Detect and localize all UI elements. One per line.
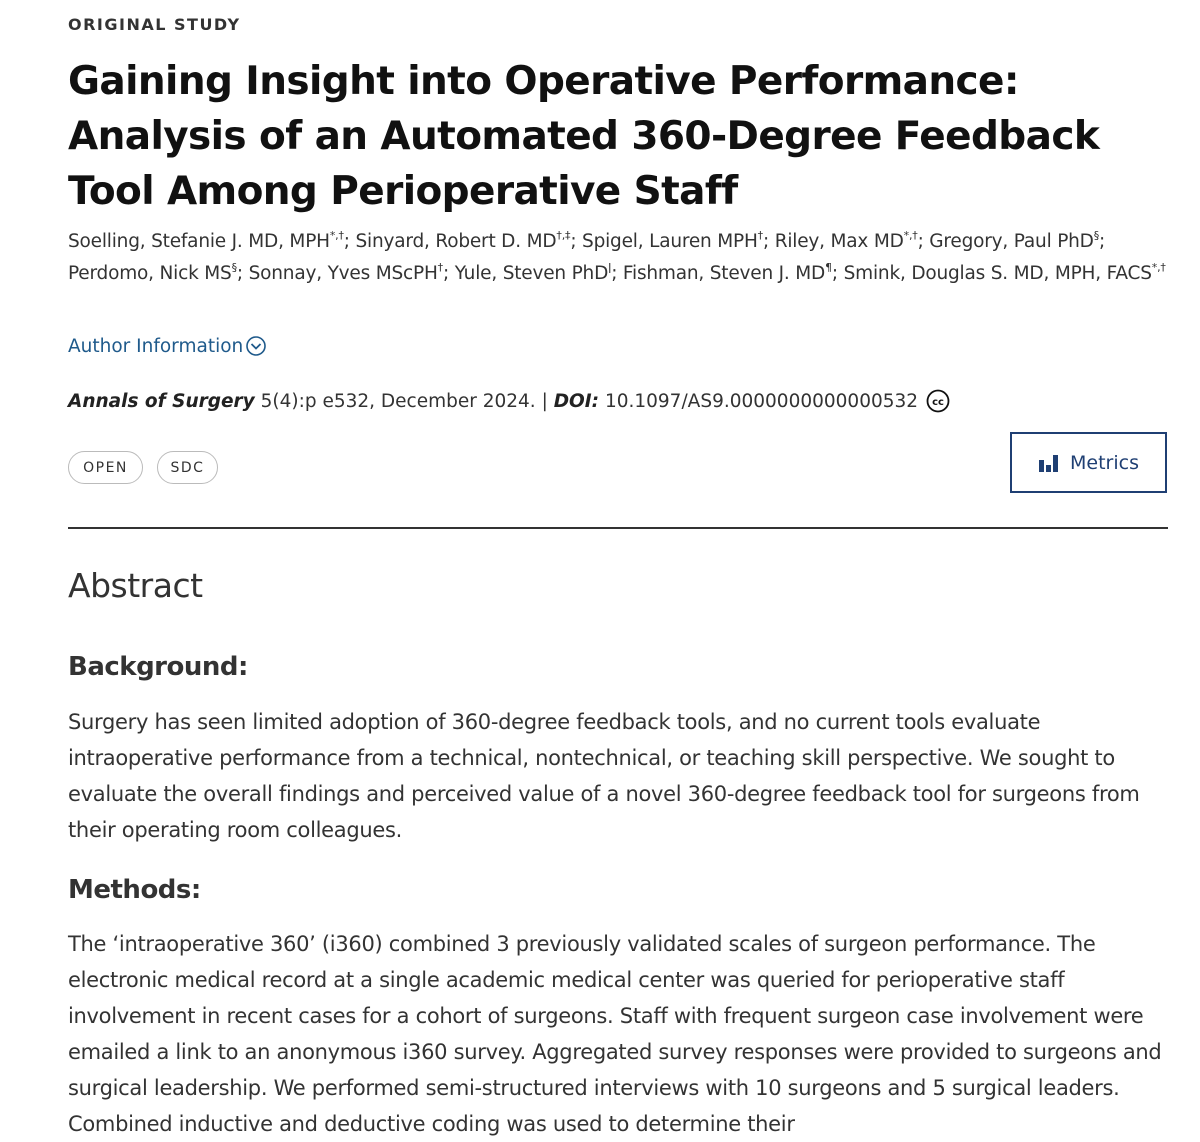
metrics-label: Metrics [1070,451,1139,474]
author-name[interactable]: Riley, Max MD [774,231,904,252]
affiliation-marker[interactable]: § [231,261,237,274]
author-name[interactable]: Soelling, Stefanie J. MD, MPH [68,231,330,252]
author-separator: ; [917,231,930,252]
author-separator: ; [831,263,844,284]
author-separator: ; [570,231,583,252]
author-separator: ; [1099,231,1106,252]
bar-chart-icon [1038,453,1060,473]
author-name[interactable]: Spigel, Lauren MPH [582,231,758,252]
metrics-button[interactable] [1010,432,1167,493]
author-separator: ; [762,231,775,252]
citation-line [68,389,950,413]
section-divider [68,527,1168,529]
author-name[interactable]: Smink, Douglas S. MD, MPH, FACS [843,263,1152,284]
affiliation-marker[interactable]: *,† [903,229,918,242]
article-type-label: ORIGINAL STUDY [68,15,241,34]
affiliation-marker[interactable]: ¶ [825,261,832,274]
affiliation-marker[interactable]: *,† [329,229,344,242]
background-text: Surgery has seen limited adoption of 360-degree feedback tools, and no current tools evaluate intraoperative performance from a technical, nontechnical, or teaching skill perspective. We sought to evaluate the overall findings and perceived value of a novel 360-degree feedback tool for surgeons from their operating room colleagues. [68,710,1140,842]
affiliation-marker[interactable]: § [1093,229,1100,242]
background-heading: Background: [68,652,248,682]
author-name[interactable]: Gregory, Paul PhD [929,231,1094,252]
affiliation-marker[interactable]: † [757,229,763,242]
author-separator: ; [343,231,356,252]
author-name[interactable]: Sinyard, Robert D. MD [355,231,557,252]
affiliation-marker[interactable]: † [437,261,443,274]
sdc-badge: SDC [157,451,218,484]
citation-details: 5(4):p e532, December 2024. [254,390,536,412]
doi-label: DOI: [553,390,600,412]
creative-commons-icon [926,389,950,413]
svg-text:cc: cc [932,397,944,408]
article-title: Gaining Insight into Operative Performance: Analysis of an Automated 360-Degree Feedback Tool Among Perioperative Staff [68,59,1100,214]
author-separator: ; [442,263,455,284]
affiliation-marker[interactable]: *,† [1151,261,1166,274]
abstract-heading: Abstract [68,566,203,605]
author-separator: ; [236,263,249,284]
open-access-badge: OPEN [68,451,143,484]
methods-text: The ‘intraoperative 360’ (i360) combined 3 previously validated scales of surgeon performance. The electronic medical record at a single academic medical center was queried for perioperative staff involvement in recent cases for a cohort of surgeons. Staff with frequent surgeon case involvement were emailed a link to an anonymous i360 survey. Aggregated survey responses were provided to surgeons and surgical leadership. We performed semi-structured interviews with 10 surgeons and 5 surgical leaders. Combined inductive and deductive coding was used to determine their [68,932,1162,1136]
doi-link[interactable]: 10.1097/AS9.0000000000000532 [599,390,919,412]
methods-heading: Methods: [68,875,201,905]
journal-name[interactable]: Annals of Surgery [68,390,255,412]
author-name[interactable]: Fishman, Steven J. MD [622,263,826,284]
author-information-toggle[interactable] [68,335,267,357]
author-name[interactable]: Perdomo, Nick MS [68,263,232,284]
chevron-down-circle-icon [245,335,267,357]
citation-separator: | [535,390,554,412]
affiliation-marker[interactable]: †,‡ [556,229,571,242]
author-list [68,226,1168,290]
affiliation-marker[interactable]: ǀ [608,261,612,274]
author-information-label: Author Information [68,335,244,357]
author-name[interactable]: Sonnay, Yves MScPH [248,263,438,284]
author-separator: ; [611,263,623,284]
author-name[interactable]: Yule, Steven PhD [454,263,609,284]
